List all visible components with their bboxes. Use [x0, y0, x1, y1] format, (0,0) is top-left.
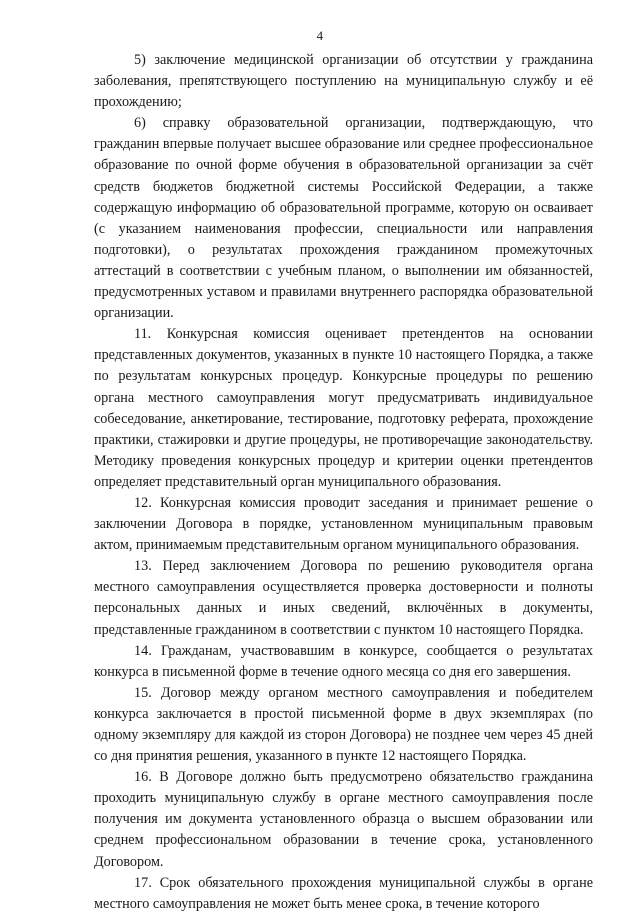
page-number: 4: [316, 28, 324, 43]
paragraph-16: 16. В Договоре должно быть предусмотрено обязательство гражданина проходить муниципальную службу в органе местного самоуправления после получения им документа установленного образца о высшем образовании или среднем профессиональном образовании в течение срока, установленного Договором.: [94, 769, 593, 870]
paragraph-15: 15. Договор между органом местного самоуправления и победителем конкурса заключается в простой письменной форме в двух экземплярах (по одному экземпляру для каждой из сторон Договора) не позднее чем через 45 дней со дня принятия решения, указанного в пункте 12 настоящего Порядка.: [94, 684, 593, 765]
paragraph-item-5: 5) заключение медицинской организации об отсутствии у гражданина заболевания, препятствующего поступлению на муниципальную службу и её прохождению;: [94, 52, 593, 111]
paragraph-13: 13. Перед заключением Договора по решению руководителя органа местного самоуправления осуществляется проверка достоверности и полноты персональных данных и иных сведений, включённых в документы, представленные гражданином в соответствии с пунктом 10 настоящего Порядка.: [94, 558, 593, 638]
paragraph-12: 12. Конкурсная комиссия проводит заседания и принимает решение о заключении Договора в порядке, установленном муниципальным правовым актом, принимаемым представительным органом муниципального образования.: [94, 494, 593, 554]
paragraph-14: 14. Гражданам, участвовавшим в конкурсе, сообщается о результатах конкурса в письменной форме в течение одного месяца со дня его завершения.: [94, 642, 593, 680]
paragraph-item-6: 6) справку образовательной организации, подтверждающую, что гражданин впервые получает высшее образование или среднее профессиональное образование по очной форме обучения в образовательной организации за счёт средств бюджетов бюджетной системы Российской Федерации, а также содержащую информацию об образовательной программе, которую он осваивает (с указанием наименования профессии, специальности или направления подготовки), о результатах прохождения гражданином промежуточных аттестаций в соответствии с учебным планом, о выполнении им обязанностей, предусмотренных уставом и правилами внутреннего распорядка образовательной организации.: [94, 115, 593, 322]
document-body: [94, 50, 593, 915]
paragraph-17: 17. Срок обязательного прохождения муниципальной службы в органе местного самоуправления не может быть менее срока, в течение которого: [94, 874, 593, 912]
paragraph-11: 11. Конкурсная комиссия оценивает претендентов на основании представленных документов, указанных в пункте 10 настоящего Порядка, а также по результатам конкурсных процедур. Конкурсные процедуры по решению органа местного самоуправления могут предусматривать индивидуальное собеседование, анкетирование, тестирование, подготовку реферата, прохождение практики, стажировки и другие процедуры, не противоречащие законодательству. Методику проведения конкурсных процедур и критерии оценки претендентов определяет представительный орган муниципального образования.: [94, 326, 593, 490]
